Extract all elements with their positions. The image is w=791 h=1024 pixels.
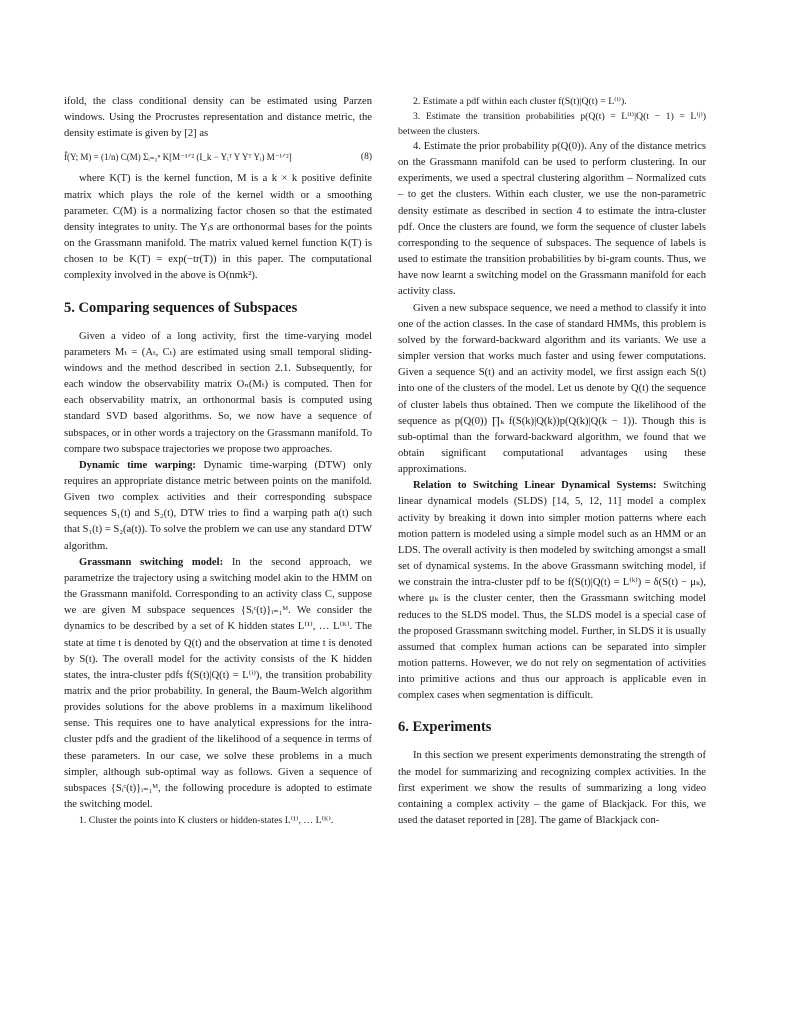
dtw-text: Dynamic time-warping (DTW) only requires an appropriate distance metric between points on the manifold. Given two complex activities and their corresponding subspace sequences S₁(t) and S₂(t), DTW tries to find a warping path a(t) such that S₁(t) = S₂(a(t)). To solve the problem we can use any standard DTW algorithm. — [64, 459, 372, 552]
paragraph-section-5: Given a video of a long activity, first the time-varying model parameters Mₜ = (Aₜ, Cₜ) are estimated using small temporal sliding-windows and the method described in section 2.1. Subsequently, for each window the observability matrix Oₙ(Mₜ) is computed. Then for each observability matrix, an orthonormal basis is computed using standard SVD based algorithms. So, we now have a sequence of subspaces, or in other words a trajectory on the Grassmann manifold. To compare two subspace trajectories we propose two approaches. — [64, 330, 372, 455]
paragraph-section-6: In this section we present experiments demonstrating the strength of the model for summarizing and recognizing complex activities. In the first experiment we show the results of summarizing a long video containing a complex activity – the game of Blackjack. For this, we used the dataset reported in [28]. The game of Blackjack con- — [398, 750, 706, 827]
section-5-heading: 5. Comparing sequences of Subspaces — [64, 299, 298, 316]
paragraph-classification: Given a new subspace sequence, we need a method to classify it into one of the action classes. In the case of standard HMMs, this problem is solved by the forward-backward algorithm and its variants. We use a simpler version that works much faster and using fewer computations. Given a sequence S(t) and an activity model, we first assign each S(t) into one of the clusters of the model. Let us denote by Q(t) the sequence of cluster labels thus obtained. Then we compute the likelihood of the sequence as p(Q(0)) ∏ₖ f(S(k)|Q(k))p(Q(k)|Q(k − 1)). Though this is sub-optimal than the forward-backward algorithm, we found that we obtain significant computational advantages using these approximations. — [398, 302, 706, 476]
paragraph-switching-model — [64, 555, 372, 814]
paragraph-slds — [398, 478, 706, 704]
gsm-text: In the second approach, we parametrize the trajectory using a switching model akin to the HMM on the Grassmann manifold. Corresponding to an activity class C, suppose we are given M subspace sequences {Sᵢᶜ(t)}ᵢ₌₁ᴹ. We consider the dynamics to be described by a set of K hidden states L⁽¹⁾, … L⁽ᴷ⁾. The state at time t is denoted by Q(t) and the observation at time t is denoted by S(t). The overall model for the activity consists of the K hidden states, the intra-cluster pdfs f(S(t)|Q(t) = L⁽ⁱ⁾), the transition probability matrix and the prior probability. In general, the Baum-Welch algorithm provides solutions for the above problems in a maximum likelihood sense. This requires one to have analytical expressions for the intra-cluster pdfs and the gradient of the likelihood of a sequence in terms of these parameters. In our case, we solve these problems in a much simpler, although sub-optimal way as follows. Given a sequence of subspaces {Sᵢᶜ(t)}ᵢ₌₁ᴹ, the following procedure is adopted to estimate the switching model. — [64, 556, 372, 811]
equation-number: (8) — [360, 152, 372, 163]
right-column — [398, 94, 706, 829]
slds-run-in-heading: Relation to Switching Linear Dynamical Systems: — [413, 480, 657, 492]
section-6-heading: 6. Experiments — [398, 719, 492, 736]
paragraph-intro: ifold, the class conditional density can be estimated using Parzen windows. Using the Procrustes representation and distance metric, the density estimate is given by [2] as — [64, 96, 372, 140]
procedure-step-1: 1. Cluster the points into K clusters or hidden-states L⁽¹⁾, … L⁽ᴷ⁾. — [79, 815, 334, 827]
procedure-step-2: 2. Estimate a pdf within each cluster f(S(t)|Q(t) = L⁽ⁱ⁾). — [413, 96, 627, 107]
slds-text: Switching linear dynamical models (SLDS) [14, 5, 12, 11] model a complex activity by breaking it down into simpler motion patterns where each motion pattern is modeled using a simple model such as an HMM or an LDS. The overall activity is then modeled by switching amongst a small set of dynamical systems. In the above Grassmann switching model, if we constrain the intra-cluster pdf to be f(S(t)|Q(t) = L⁽ᵏ⁾) = δ(S(t) − μₖ), where μₖ is the cluster center, then the Grassmann switching model reduces to the SLDS model. Thus, the SLDS model is a special case of the proposed Grassmann switching model. Further, in SLDS it is usually assumed that complex human actions can be separated into simpler motion patterns. However, we do not rely on segmentation of activities into primitive actions and thus our approach is applicable even in complex cases when segmentation is difficult. — [398, 480, 706, 702]
paragraph-kernel: where K(T) is the kernel function, M is a k × k positive definite matrix which plays the role of the kernel width or a smoothing parameter. C(M) is a normalizing factor chosen so that the estimated density integrates to unity. The Yᵢs are orthonormal bases for the points on the Grassmann manifold. The matrix valued kernel function K(T) is chosen to be K(T) = exp(−tr(T)) in this paper. The computational complexity involved in the above is O(nmk²). — [64, 173, 372, 282]
equation-body: f̂(Y; M) = (1/n) C(M) Σᵢ₌₁ⁿ K[M⁻¹ᐟ² (I_k − Yᵢᵀ Y Yᵀ Yᵢ) M⁻¹ᐟ²] — [64, 152, 292, 163]
paragraph-dtw — [64, 458, 372, 555]
equation-8 — [64, 145, 372, 169]
left-column — [64, 94, 372, 828]
paragraph-step-4: 4. Estimate the prior probability p(Q(0)). Any of the distance metrics on the Grassmann manifold can be used to perform clustering. In our experiments, we used a spectral clustering algorithm – Normalized cuts – to get the clusters. Within each cluster, we use the non-parametric density estimate as described in section 4 to estimate the intra-cluster pdf. Once the clusters are found, we form the sequence of cluster labels corresponding to the sequence of subspaces. The sequence of labels is used to estimate the transition probabilities by bi-gram counts. Thus, we have now learnt a switching model on the Grassmann manifold for each activity class. — [398, 141, 706, 298]
dtw-run-in-heading: Dynamic time warping: — [79, 459, 196, 471]
gsm-run-in-heading: Grassmann switching model: — [79, 556, 224, 568]
procedure-step-3: 3. Estimate the transition probabilities p(Q(t) = L⁽ⁱ⁾|Q(t − 1) = L⁽ʲ⁾) between the clusters. — [398, 111, 706, 137]
